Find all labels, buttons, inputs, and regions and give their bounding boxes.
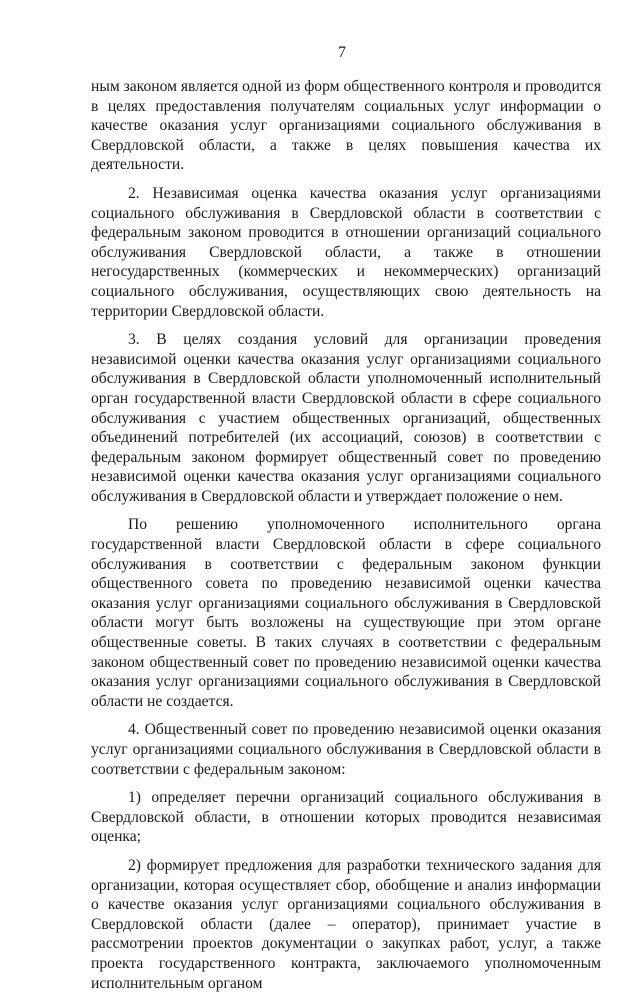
list-item-1: 1) определяет перечни организаций социального обслуживания в Свердловской области, в отношении которых проводится независимая оценка; xyxy=(91,789,601,846)
page-number: 7 xyxy=(338,44,346,61)
paragraph-clause-3-decision: По решению уполномоченного исполнительного органа государственной власти Свердловской области в сфере социального обслуживания в соответствии с федеральным законом функции общественного совета по проведению независимой оценки качества оказания услуг организациями социального обслуживания в Свердловской области могут быть возложены на существующие при этом органе общественные советы. В таких случаях в соответствии с федеральным законом общественный совет по проведению независимой оценки качества оказания услуг организациями социального обслуживания в Свердловской области не создается. xyxy=(91,516,601,710)
document-body xyxy=(91,77,601,1002)
paragraph-clause-2: 2. Независимая оценка качества оказания услуг организациями социального обслуживания в Свердловской области в соответствии с федеральным законом проводится в отношении организаций социального обслуживания Свердловской области, а также в отношении негосударственных (коммерческих и некоммерческих) организаций социального обслуживания, осуществляющих свою деятельность на территории Свердловской области. xyxy=(91,184,601,320)
list-item-2: 2) формирует предложения для разработки технического задания для организации, которая осуществляет сбор, обобщение и анализ информации о качестве оказания услуг организациями социального обслуживания в Свердловской области (далее – оператор), принимает участие в рассмотрении проектов документации о закупках работ, услуг, а также проекта государственного контракта, заключаемого уполномоченным исполнительным органом xyxy=(91,856,601,992)
paragraph-clause-3: 3. В целях создания условий для организации проведения независимой оценки качества оказания услуг организациями социального обслуживания в Свердловской области уполномоченный исполнительный орган государственной власти Свердловской области в сфере социального обслуживания с участием общественных организаций, общественных объединений потребителей (их ассоциаций, союзов) в соответствии с федеральным законом формирует общественный совет по проведению независимой оценки качества оказания услуг организациями социального обслуживания в Свердловской области и утверждает положение о нем. xyxy=(91,331,601,505)
paragraph-clause-4: 4. Общественный совет по проведению независимой оценки оказания услуг организациями социального обслуживания в Свердловской области в соответствии с федеральным законом: xyxy=(91,721,601,778)
paragraph-continuation: ным законом является одной из форм общественного контроля и проводится в целях предоставления получателям социальных услуг информации о качестве оказания услуг организациями социального обслуживания в Свердловской области, а также в целях повышения качества их деятельности. xyxy=(91,78,601,174)
